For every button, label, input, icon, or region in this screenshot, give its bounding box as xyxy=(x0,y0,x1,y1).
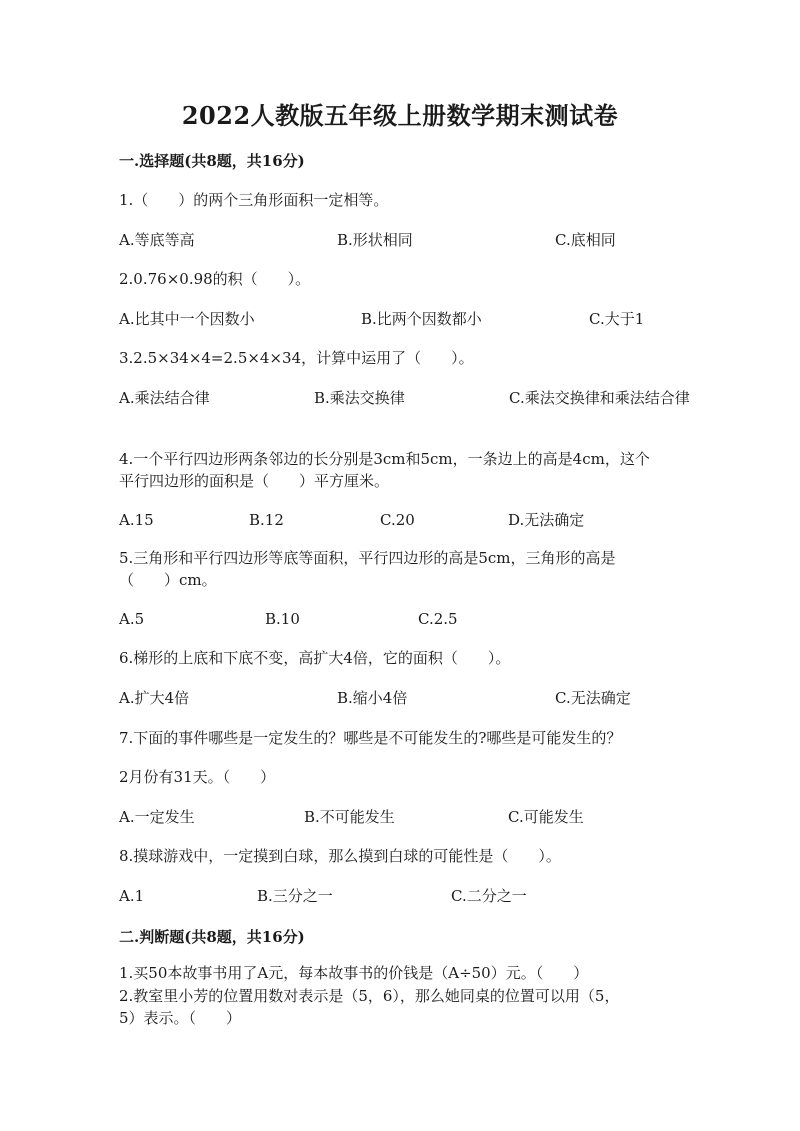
option-c[interactable]: C.无法确定 xyxy=(555,689,631,707)
question-1-stem: 1.（ ）的两个三角形面积一定相等。 xyxy=(119,191,389,209)
question-8-stem: 8.摸球游戏中，一定摸到白球，那么摸到白球的可能性是（ ）。 xyxy=(119,847,561,865)
section-heading-choice: 一.选择题(共8题，共16分) xyxy=(119,152,305,170)
question-5-stem-line-1: 5.三角形和平行四边形等底等面积，平行四边形的高是5cm，三角形的高是 xyxy=(119,549,616,567)
question-5-stem-line-2: （ ）cm。 xyxy=(119,571,217,589)
judgment-item-2 xyxy=(119,985,689,1029)
option-c[interactable]: C.乘法交换律和乘法结合律 xyxy=(509,389,690,407)
question-4-stem xyxy=(119,448,689,492)
option-d[interactable]: D.无法确定 xyxy=(508,511,585,529)
page-title: 2022人教版五年级上册数学期末测试卷 xyxy=(181,101,619,130)
option-b[interactable]: B.10 xyxy=(265,610,300,628)
question-1-options xyxy=(119,229,689,273)
option-b[interactable]: B.乘法交换律 xyxy=(314,389,405,407)
question-6-options xyxy=(119,687,689,731)
option-c[interactable]: C.底相同 xyxy=(555,231,616,249)
option-c[interactable]: C.大于1 xyxy=(589,310,645,328)
question-8-options xyxy=(119,885,689,929)
option-c[interactable]: C.可能发生 xyxy=(508,808,584,826)
question-7-stem: 7.下面的事件哪些是一定发生的？哪些是不可能发生的?哪些是可能发生的？ xyxy=(119,729,622,747)
option-a[interactable]: A.等底等高 xyxy=(119,231,195,249)
question-2-options xyxy=(119,308,689,352)
option-a[interactable]: A.5 xyxy=(119,610,145,628)
question-3-options xyxy=(119,387,689,431)
question-3-stem: 3.2.5×34×4=2.5×4×34，计算中运用了（ ）。 xyxy=(119,349,474,367)
option-b[interactable]: B.12 xyxy=(249,511,284,529)
question-7-options xyxy=(119,806,689,850)
option-c[interactable]: C.20 xyxy=(380,511,415,529)
question-5-stem xyxy=(119,547,689,591)
option-c[interactable]: C.二分之一 xyxy=(451,887,527,905)
option-b[interactable]: B.三分之一 xyxy=(257,887,333,905)
option-a[interactable]: A.比其中一个因数小 xyxy=(119,310,255,328)
option-b[interactable]: B.比两个因数都小 xyxy=(361,310,482,328)
question-7-sub: 2月份有31天。（ ） xyxy=(119,768,276,786)
section-heading-judgment: 二.判断题(共8题，共16分) xyxy=(119,928,305,946)
option-c[interactable]: C.2.5 xyxy=(418,610,458,628)
option-a[interactable]: A.乘法结合律 xyxy=(119,389,210,407)
option-b[interactable]: B.形状相同 xyxy=(337,231,413,249)
question-2-stem: 2.0.76×0.98的积（ ）。 xyxy=(119,270,311,288)
question-4-stem-line-2: 平行四边形的面积是（ ）平方厘米。 xyxy=(119,472,390,490)
judgment-item-1 xyxy=(119,962,689,984)
judgment-item-1-line-1: 1.买50本故事书用了A元，每本故事书的价钱是（A÷50）元。（ ） xyxy=(119,964,589,982)
judgment-item-2-line-2: 5）表示。（ ） xyxy=(119,1009,242,1027)
option-a[interactable]: A.一定发生 xyxy=(119,808,195,826)
option-a[interactable]: A.扩大4倍 xyxy=(119,689,190,707)
option-a[interactable]: A.15 xyxy=(119,511,154,529)
question-4-stem-line-1: 4.一个平行四边形两条邻边的长分别是3cm和5cm，一条边上的高是4cm，这个 xyxy=(119,450,650,468)
option-a[interactable]: A.1 xyxy=(119,887,145,905)
judgment-item-2-line-1: 2.教室里小芳的位置用数对表示是（5，6），那么她同桌的位置可以用（5， xyxy=(119,987,620,1005)
option-b[interactable]: B.缩小4倍 xyxy=(337,689,408,707)
option-b[interactable]: B.不可能发生 xyxy=(304,808,395,826)
question-6-stem: 6.梯形的上底和下底不变，高扩大4倍，它的面积（ ）。 xyxy=(119,649,511,667)
question-5-options xyxy=(119,608,689,652)
